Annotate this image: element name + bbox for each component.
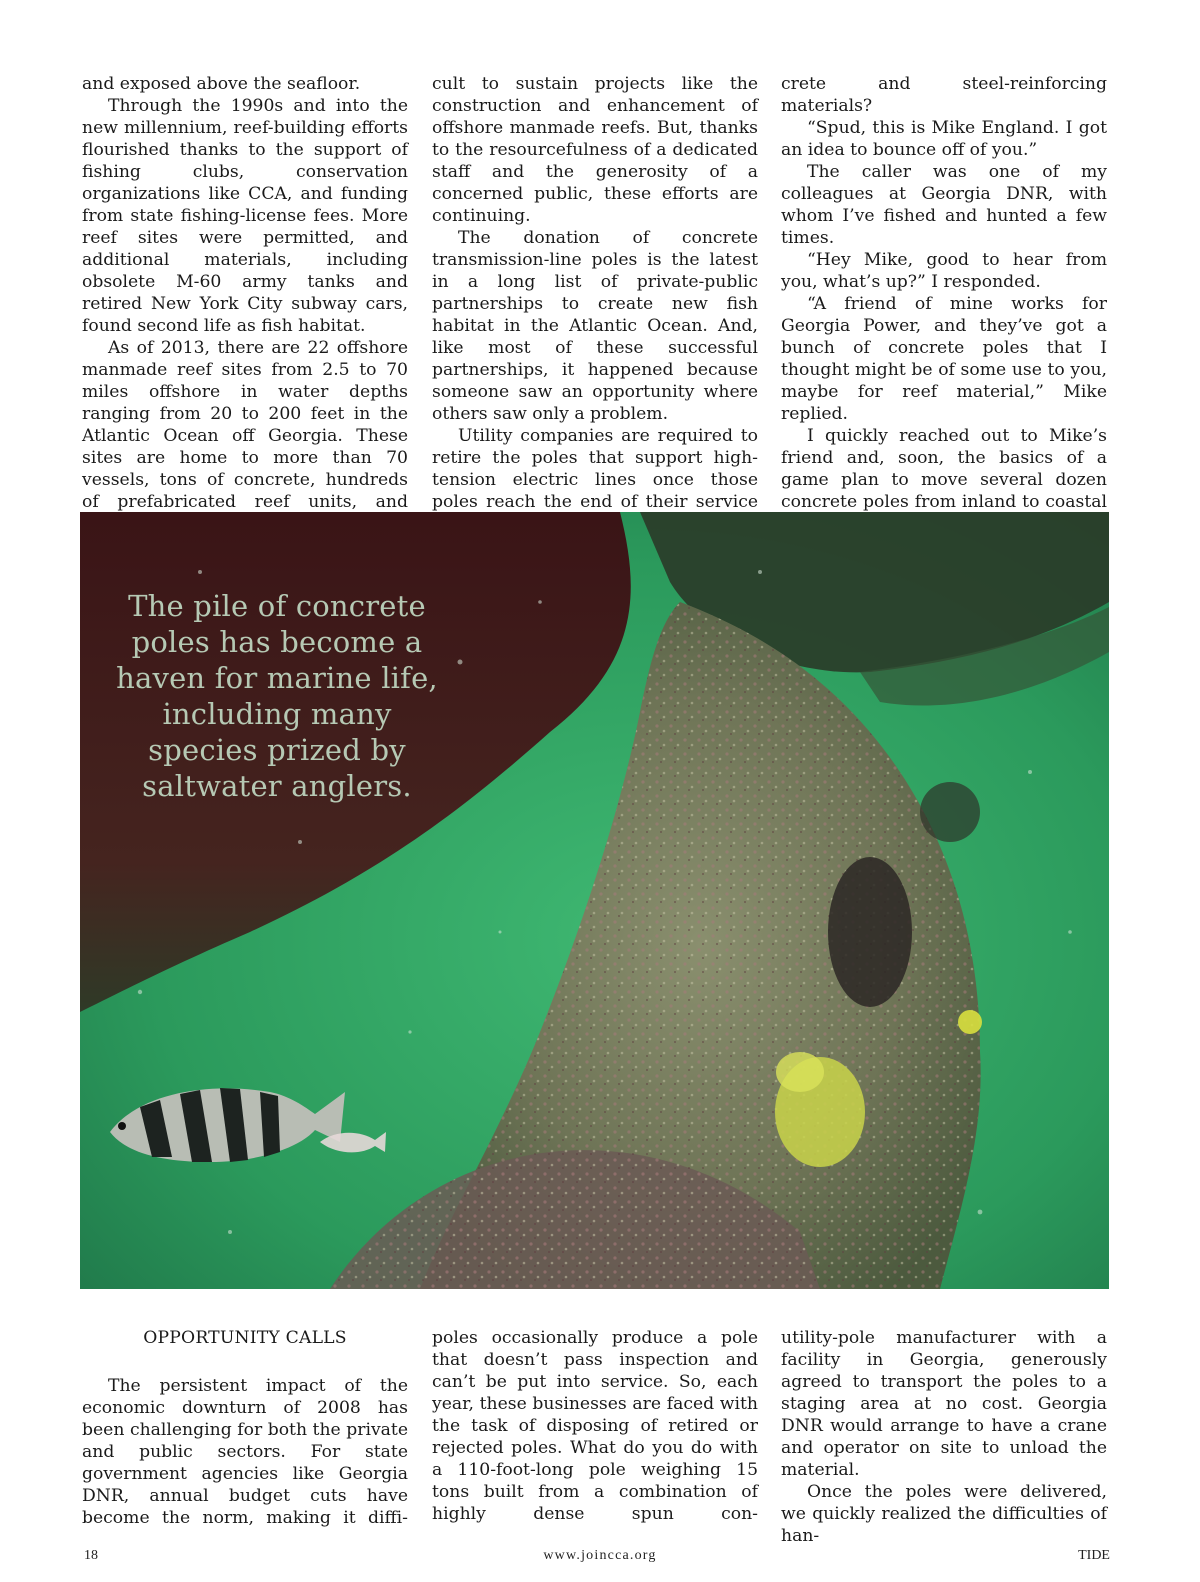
paragraph: crete and steel-reinforcing materials? — [781, 74, 1107, 116]
top-column-3 — [781, 73, 1107, 579]
paragraph: Through the 1990s and into the new millennium, reef-building efforts flourished thanks to the support of fishing clubs, conservation organizations like CCA, and funding from state fishing-license fees. More reef sites were permitted, and additional materials, including obsolete M-60 army tanks and retired New York City subway cars, found second life as fish habitat. — [82, 96, 408, 336]
paragraph: poles occasionally produce a pole that doesn’t pass inspection and can’t be put into service. So, each year, these businesses are faced with the task of disposing of retired or rejected poles. What do you do with a 110-foot-long pole weighing 15 tons built from a combination of highly dense spun con- — [432, 1328, 758, 1524]
page-number: 18 — [84, 1548, 98, 1563]
paragraph: I quickly reached out to Mike’s friend and, soon, the basics of a game plan to move several dozen concrete poles from inland to coastal — [781, 426, 1107, 512]
paragraph: The donation of concrete transmission-line poles is the latest in a long list of private-public partnerships to create new fish habitat in the Atlantic Ocean. And, like most of these successful partnerships, it happened because someone saw an opportunity where others saw only a problem. — [432, 228, 758, 424]
bottom-column-3 — [781, 1327, 1107, 1547]
section-heading: OPPORTUNITY CALLS — [143, 1328, 347, 1348]
paragraph: Utility companies are required to retire the poles that support high-tension electric lines once those poles reach the end of their service — [432, 426, 758, 512]
paragraph: utility-pole manufacturer with a facility in Georgia, generously agreed to transport the poles to a staging area at no cost. Georgia DNR would arrange to have a crane and operator on site to unload the material. — [781, 1328, 1107, 1480]
paragraph: “Hey Mike, good to hear from you, what’s up?” I responded. — [781, 250, 1107, 292]
top-column-2 — [432, 73, 758, 557]
paragraph: cult to sustain projects like the construction and enhancement of offshore manmade reefs. But, thanks to the resourcefulness of a dedicated staff and the generosity of a concerned public, these efforts are continuing. — [432, 74, 758, 226]
bottom-column-2 — [432, 1327, 758, 1525]
paragraph: The persistent impact of the economic downturn of 2008 has been challenging for both the private and public sectors. For state government agencies like Georgia DNR, annual budget cuts have become the norm, making it diffi- — [82, 1376, 408, 1528]
paragraph: As of 2013, there are 22 offshore manmade reef sites from 2.5 to 70 miles offshore in water depths ranging from 20 to 200 feet in the Atlantic Ocean off Georgia. These sites are home to more than 70 vessels, tons of concrete, hundreds of prefabricated reef units, and — [82, 338, 408, 512]
photo-caption: The pile of concrete poles has become a haven for marine life, including many species prized by saltwater anglers. — [116, 589, 438, 803]
website-url: www.joincca.org — [543, 1548, 657, 1563]
paragraph: and exposed above the seafloor. — [82, 74, 361, 94]
paragraph: The caller was one of my colleagues at Georgia DNR, with whom I’ve fished and hunted a few times. — [781, 162, 1107, 248]
paragraph: “A friend of mine works for Georgia Power, and they’ve got a bunch of concrete poles that I thought might be of some use to you, maybe for reef material,” Mike replied. — [781, 294, 1107, 424]
paragraph: Once the poles were delivered, we quickly realized the difficulties of han- — [781, 1482, 1107, 1546]
paragraph: “Spud, this is Mike England. I got an idea to bounce off of you.” — [781, 118, 1107, 160]
publication-name: TIDE — [1078, 1548, 1110, 1563]
top-column-1 — [82, 73, 408, 535]
bottom-column-1 — [82, 1327, 408, 1529]
